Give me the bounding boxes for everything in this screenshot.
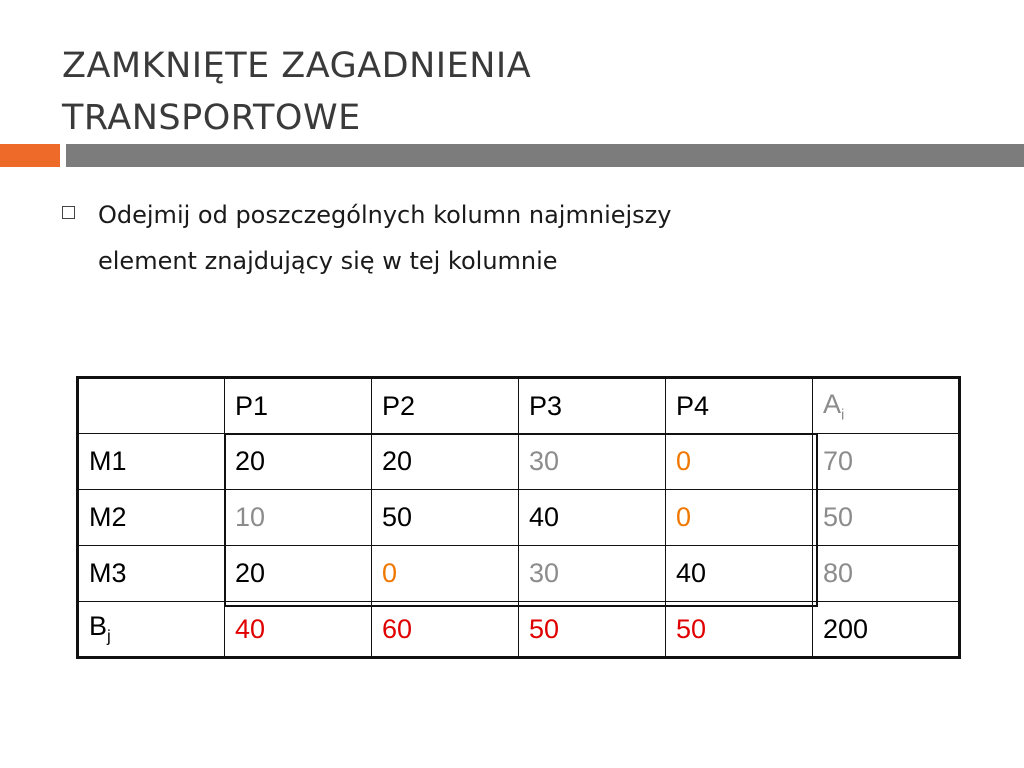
header-cell-p3: P3	[519, 378, 666, 434]
supply-cell: 80	[813, 546, 960, 602]
supply-header-base: A	[823, 388, 842, 419]
demand-cell: 60	[372, 602, 519, 658]
bullet-text	[98, 192, 962, 284]
demand-row	[78, 602, 960, 658]
table-cell: 40	[666, 546, 813, 602]
total-cell: 200	[813, 602, 960, 658]
demand-cell: 50	[519, 602, 666, 658]
header-corner-cell	[78, 378, 225, 434]
table-cell: 10	[225, 490, 372, 546]
table-cell: 30	[519, 546, 666, 602]
table-cell: 20	[225, 546, 372, 602]
row-label: M1	[78, 434, 225, 490]
table-cell: 0	[666, 434, 813, 490]
table-cell: 20	[225, 434, 372, 490]
demand-cell: 50	[666, 602, 813, 658]
transport-table	[76, 376, 961, 659]
row-label: M2	[78, 490, 225, 546]
slide-title-line-1: ZAMKNIĘTE ZAGADNIENIA	[62, 46, 532, 86]
table-header-row	[78, 378, 960, 434]
table-row	[78, 490, 960, 546]
supply-cell: 70	[813, 434, 960, 490]
header-cell-p4: P4	[666, 378, 813, 434]
bullet-text-line-1: Odejmij od poszczególnych kolumn najmniejszy	[98, 201, 672, 229]
supply-cell: 50	[813, 490, 960, 546]
slide-title	[62, 40, 531, 144]
table-cell: 30	[519, 434, 666, 490]
table-cell: 20	[372, 434, 519, 490]
demand-label-base: B	[89, 611, 108, 642]
row-label: M3	[78, 546, 225, 602]
bullet-text-line-2: element znajdujący się w tej kolumnie	[98, 247, 558, 275]
demand-label	[78, 602, 225, 658]
header-cell-p1: P1	[225, 378, 372, 434]
table-row	[78, 434, 960, 490]
bullet-item	[62, 192, 962, 284]
table-cell: 40	[519, 490, 666, 546]
header-cell-p2: P2	[372, 378, 519, 434]
demand-cell: 40	[225, 602, 372, 658]
table-cell: 0	[372, 546, 519, 602]
title-accent-bar	[0, 144, 60, 167]
title-divider-bar	[66, 144, 1024, 167]
demand-label-sub: j	[107, 626, 111, 646]
slide-title-line-2: TRANSPORTOWE	[62, 98, 361, 138]
table-cell: 50	[372, 490, 519, 546]
table-cell: 0	[666, 490, 813, 546]
header-cell-supply	[813, 378, 960, 434]
square-bullet-icon	[62, 206, 75, 219]
table-row	[78, 546, 960, 602]
supply-header-sub: i	[841, 406, 845, 424]
